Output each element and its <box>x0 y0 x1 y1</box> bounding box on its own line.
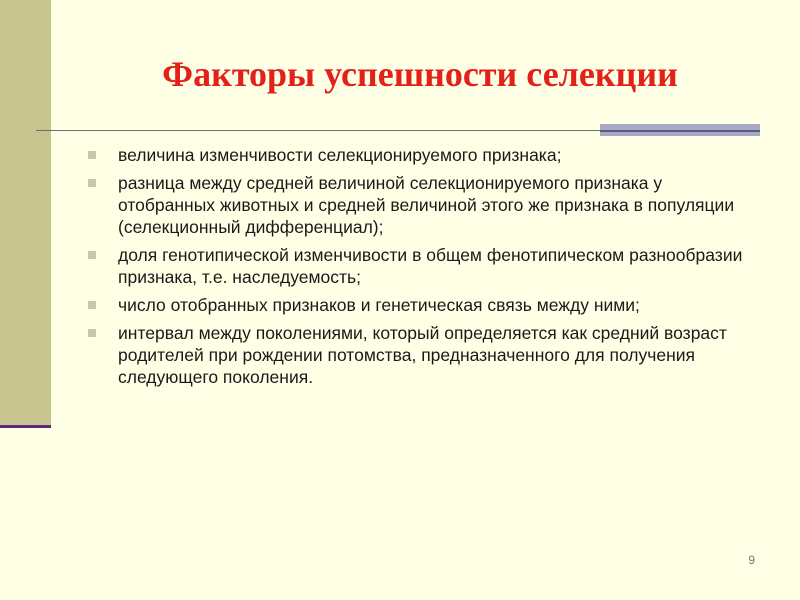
list-item <box>88 244 748 288</box>
list-item <box>88 172 748 238</box>
list-item-text: доля генотипической изменчивости в общем фенотипическом разнообразии признака, т.е. наследуемость; <box>118 245 743 287</box>
list-item-text: величина изменчивости селекционируемого признака; <box>118 145 562 165</box>
square-bullet-icon <box>88 251 96 259</box>
page-number: 9 <box>748 553 755 567</box>
side-decor-line <box>0 425 51 428</box>
square-bullet-icon <box>88 329 96 337</box>
square-bullet-icon <box>88 301 96 309</box>
list-item-text: разница между средней величиной селекционируемого признака у отобранных животных и средней величиной этого же признака в популяции (селекционный дифференциал); <box>118 173 735 237</box>
square-bullet-icon <box>88 179 96 187</box>
slide-title: Факторы успешности селекции <box>162 54 678 94</box>
list-item-text: число отобранных признаков и генетическая связь между ними; <box>118 295 640 315</box>
square-bullet-icon <box>88 151 96 159</box>
list-item <box>88 144 748 166</box>
list-item <box>88 294 748 316</box>
divider-accent-line <box>600 130 760 132</box>
bullet-list <box>88 144 748 394</box>
list-item <box>88 322 748 388</box>
list-item-text: интервал между поколениями, который определяется как средний возраст родителей при рождении потомства, предназначенного для получения следующего поколения. <box>118 323 727 387</box>
